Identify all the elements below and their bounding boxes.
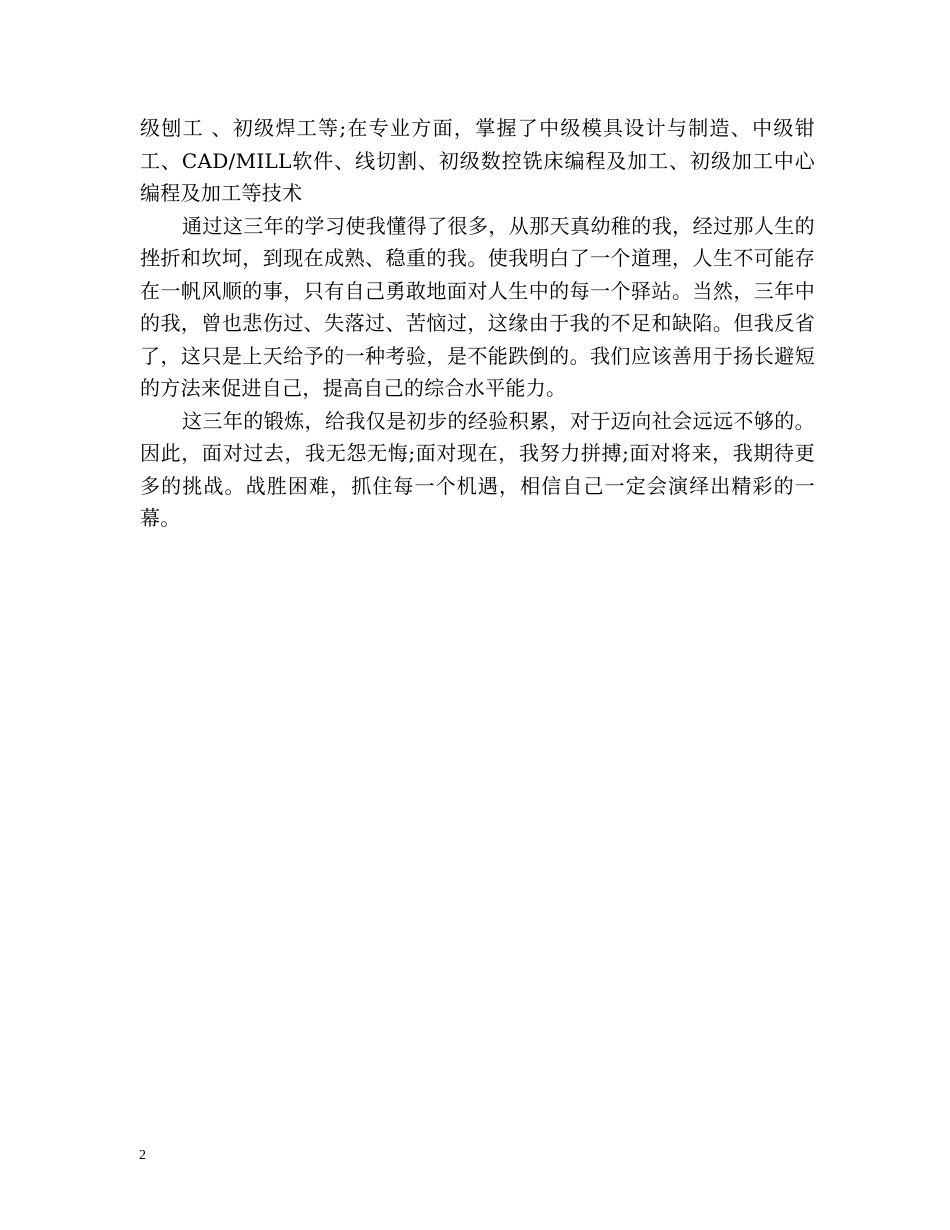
document-body	[140, 112, 815, 535]
paragraph-reflection: 通过这三年的学习使我懂得了很多，从那天真幼稚的我，经过那人生的挫折和坎坷，到现在成熟、稳重的我。使我明白了一个道理，人生不可能存在一帆风顺的事，只有自己勇敢地面对人生中的每一个驿站。当然，三年中的我，曾也悲伤过、失落过、苦恼过，这缘由于我的不足和缺陷。但我反省了，这只是上天给予的一种考验，是不能跌倒的。我们应该善用于扬长避短的方法来促进自己，提高自己的综合水平能力。	[140, 213, 815, 400]
paragraph-outlook: 这三年的锻炼，给我仅是初步的经验积累，对于迈向社会远远不够的。因此，面对过去，我无怨无悔;面对现在，我努力拼搏;面对将来，我期待更多的挑战。战胜困难，抓住每一个机遇，相信自己一定会演绎出精彩的一幕。	[140, 408, 815, 530]
paragraph-continuation: 级刨工 、初级焊工等;在专业方面，掌握了中级模具设计与制造、中级钳工、CAD/MILL软件、线切割、初级数控铣床编程及加工、初级加工中心编程及加工等技术	[140, 116, 815, 205]
page-number: 2	[139, 1148, 146, 1163]
